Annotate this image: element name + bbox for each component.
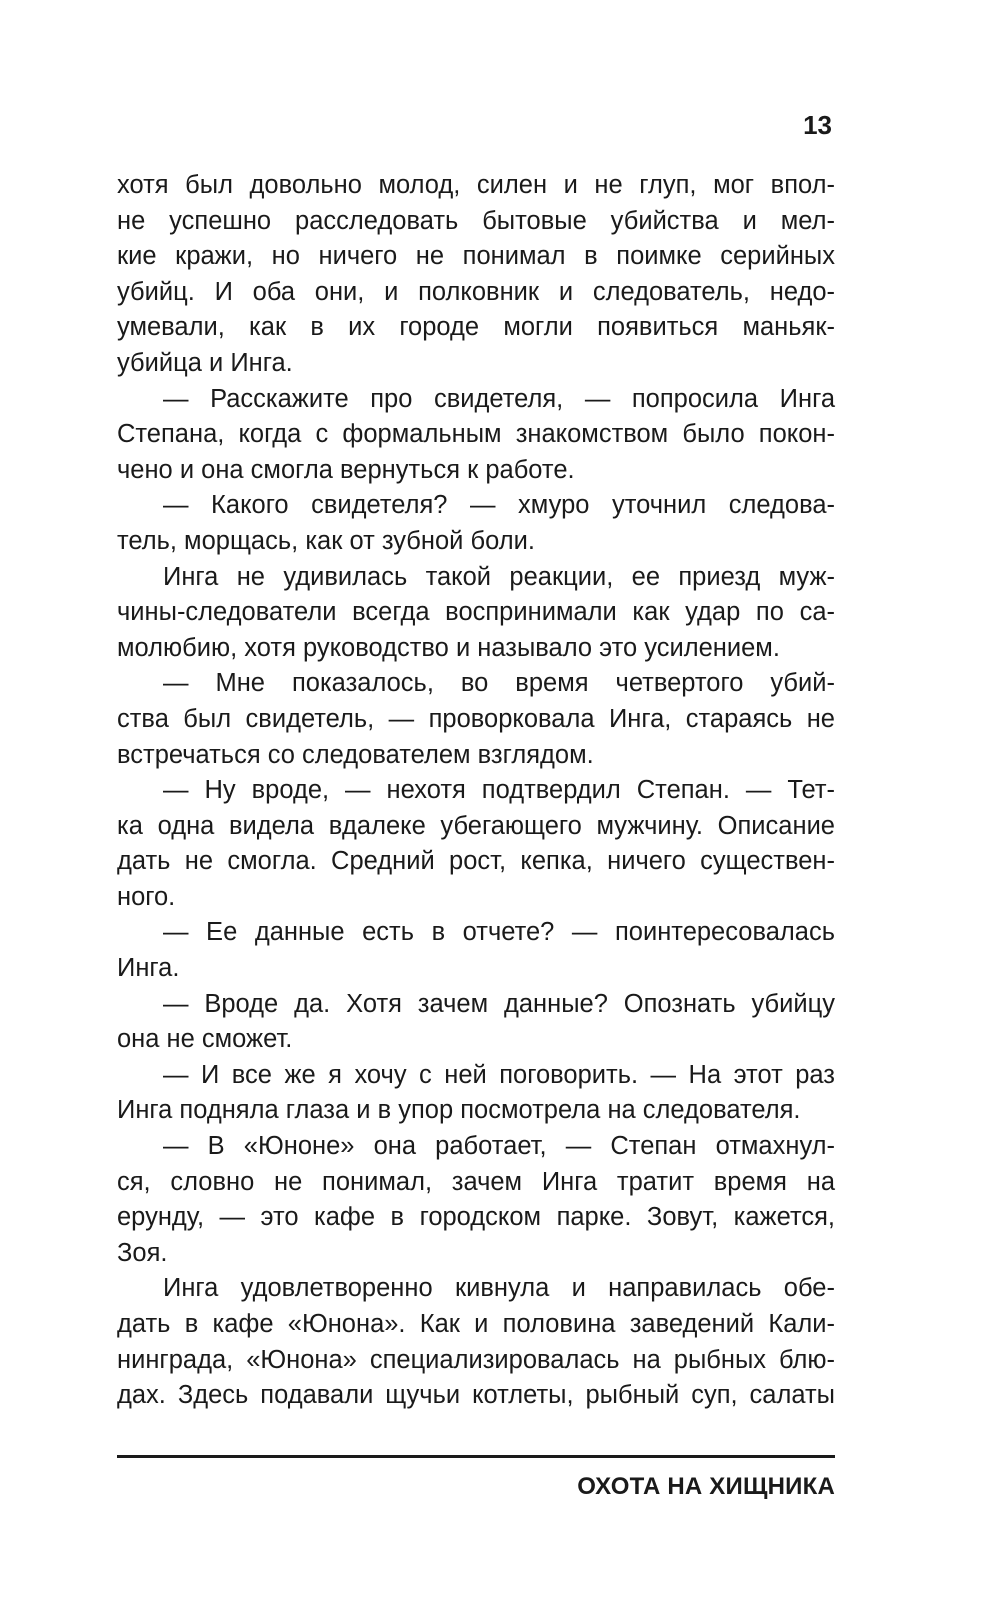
text-line: Зоя. xyxy=(117,1238,168,1267)
text-line: дать не смогла. Средний рост, кепка, ничего существен- xyxy=(117,847,835,876)
text-line: Инга. xyxy=(117,954,180,983)
text-line: нинграда, «Юнона» специализировалась на рыбных блю- xyxy=(117,1345,835,1374)
text-line: Инга удовлетворенно кивнула и направилась обе- xyxy=(163,1274,835,1303)
footer-divider xyxy=(117,1455,835,1458)
text-line: она не сможет. xyxy=(117,1025,293,1054)
footer-book-title: ОХОТА НА ХИЩНИКА xyxy=(577,1473,835,1500)
text-line: — Какого свидетеля? — хмуро уточнил следова- xyxy=(163,491,835,520)
text-line: ка одна видела вдалеке убегающего мужчину. Описание xyxy=(117,811,835,840)
body-text xyxy=(117,168,835,1414)
text-line: — Вроде да. Хотя зачем данные? Опознать убийцу xyxy=(163,989,835,1018)
text-line: хотя был довольно молод, силен и не глуп, мог впол- xyxy=(117,171,835,199)
text-line: убийц. И оба они, и полковник и следователь, недо- xyxy=(117,277,835,306)
text-line: умевали, как в их городе могли появиться маньяк- xyxy=(117,313,835,342)
text-line: — Ее данные есть в отчете? — поинтересовалась xyxy=(163,918,835,947)
text-line: чины-следователи всегда воспринимали как удар по са- xyxy=(117,598,835,627)
text-line: Инга подняла глаза и в упор посмотрела на следователя. xyxy=(117,1096,801,1125)
text-line: ства был свидетель, — проворковала Инга, стараясь не xyxy=(117,704,835,733)
text-line: чено и она смогла вернуться к работе. xyxy=(117,455,575,484)
text-line: тель, морщась, как от зубной боли. xyxy=(117,526,535,555)
text-line: ерунду, — это кафе в городском парке. Зовут, кажется, xyxy=(117,1203,835,1232)
text-line: — Ну вроде, — нехотя подтвердил Степан. — Тет- xyxy=(163,776,835,805)
text-line: — Мне показалось, во время четвертого убий- xyxy=(163,669,835,698)
text-line: ся, словно не понимал, зачем Инга тратит время на xyxy=(117,1167,835,1196)
text-line: встречаться со следователем взглядом. xyxy=(117,740,594,769)
text-line: — Расскажите про свидетеля, — попросила Инга xyxy=(163,384,835,413)
text-line: молюбию, хотя руководство и называло это усилением. xyxy=(117,633,780,662)
text-line: не успешно расследовать бытовые убийства и мел- xyxy=(117,206,835,235)
text-line: ного. xyxy=(117,882,176,911)
text-line: — В «Юноне» она работает, — Степан отмахнул- xyxy=(163,1132,835,1161)
page-number: 13 xyxy=(803,110,832,140)
text-line: дать в кафе «Юнона». Как и половина заведений Кали- xyxy=(117,1310,835,1338)
text-line: Степана, когда с формальным знакомством было покон- xyxy=(117,420,835,449)
text-line: дах. Здесь подавали щучьи котлеты, рыбный суп, салаты xyxy=(117,1381,835,1410)
text-line: убийца и Инга. xyxy=(117,348,293,377)
text-line: Инга не удивилась такой реакции, ее приезд муж- xyxy=(163,562,835,591)
text-line: — И все же я хочу с ней поговорить. — На этот раз xyxy=(163,1060,835,1089)
text-line: кие кражи, но ничего не понимал в поимке серийных xyxy=(117,242,835,271)
